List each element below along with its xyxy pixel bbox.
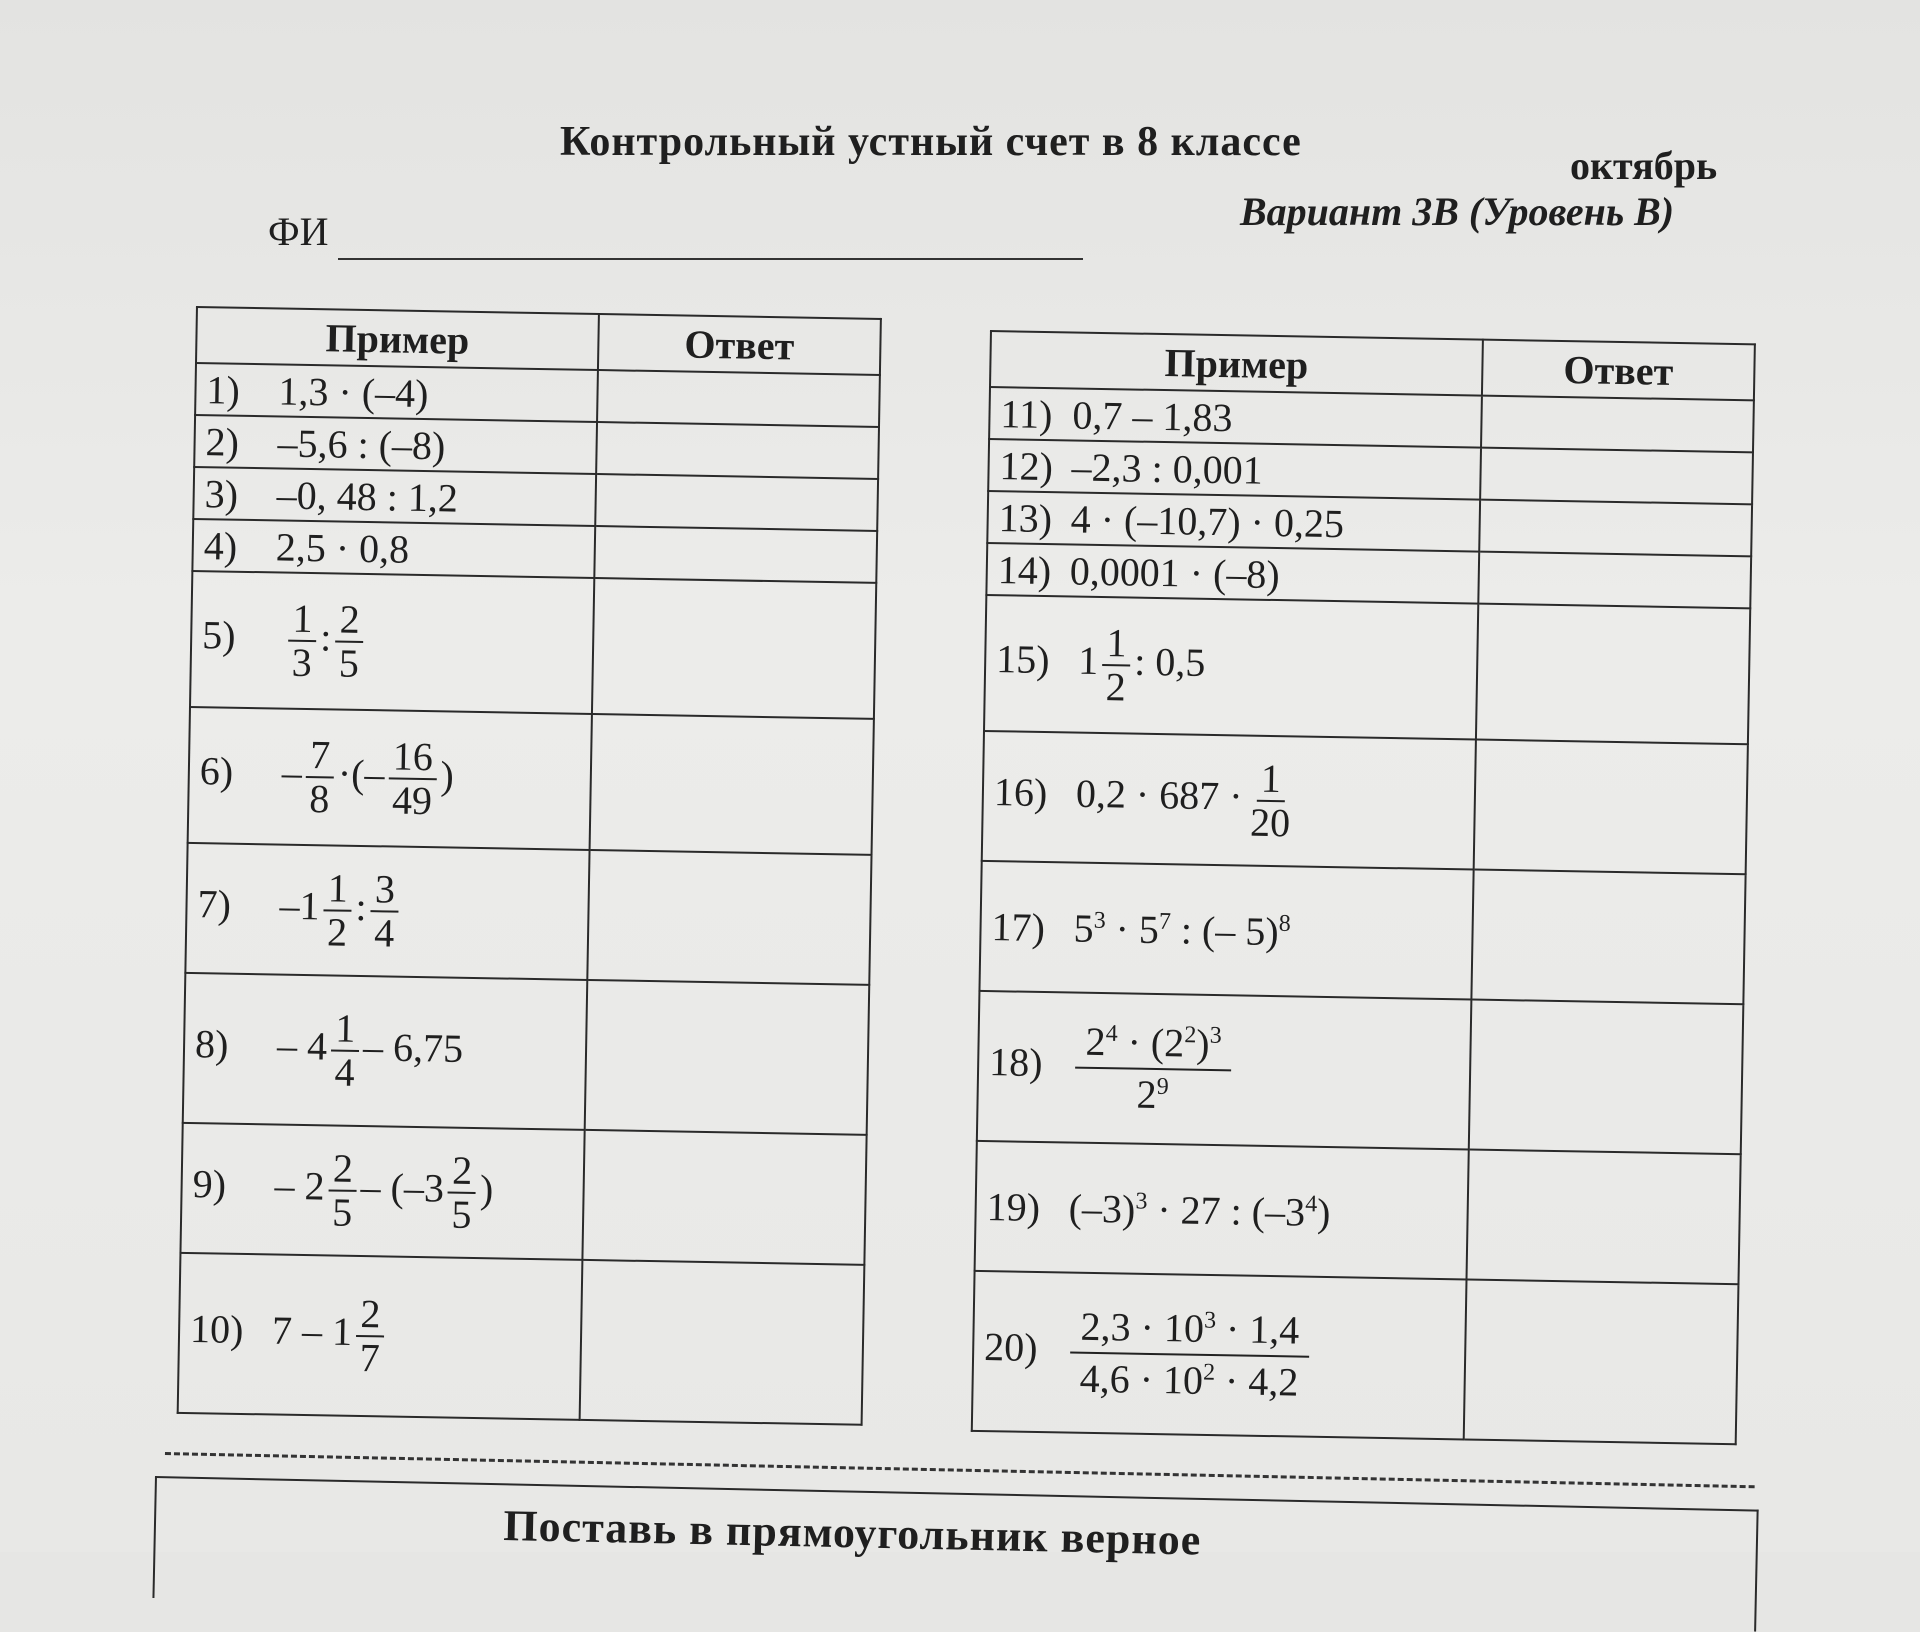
fraction [1069,1302,1309,1408]
expression-part: (–3) [1068,1185,1136,1232]
expression-part: – 4 [276,1022,328,1069]
numerator: 1 [288,598,317,642]
expression-part: – (–3 [360,1164,445,1211]
exponent: 8 [1278,910,1292,937]
task-number: 14) [997,546,1052,593]
task-expression: 0,0001 · (–8) [1069,547,1281,597]
task-number: 19) [986,1183,1041,1230]
exponent: 2 [1202,1359,1216,1386]
example-cell [972,1271,1467,1440]
task-expression: 0,7 – 1,83 [1072,391,1233,440]
answer-cell[interactable] [595,474,878,531]
task-number: 8) [194,1021,229,1067]
fraction [305,734,334,820]
task-number: 1) [206,366,241,413]
expression-part: – [281,749,303,796]
table-row [979,861,1745,1004]
name-field-line[interactable] [338,258,1083,260]
example-cell [180,1123,584,1260]
month-label: октябрь [1570,143,1718,188]
exponent: 3 [1093,907,1106,934]
denominator: 2 [1105,664,1127,710]
fraction [355,1293,384,1379]
denominator: 5 [338,640,360,686]
task-number: 17) [991,903,1046,950]
example-cell [975,1141,1469,1280]
table-row [180,1123,866,1265]
exponent: 4 [1304,1190,1318,1218]
example-cell [984,595,1478,740]
task-expression: –2,3 : 0,001 [1071,443,1264,493]
example-column-header: Пример [196,307,599,370]
example-column-header: Пример [990,331,1483,396]
answer-cell[interactable] [1469,1000,1744,1155]
exponent: 3 [1203,1307,1217,1334]
task-number: 11) [1000,390,1053,437]
numerator: 1 [323,867,352,911]
numerator [1070,1302,1310,1358]
numerator: 2 [356,1293,385,1337]
answer-cell[interactable] [580,1260,865,1425]
bottom-section-heading: Поставь в прямоугольник верное [502,1500,1202,1565]
answer-cell[interactable] [596,422,879,479]
expression-part: 4,6 · 10 [1079,1355,1204,1403]
task-number: 5) [201,612,236,658]
expression-part: : 0,5 [1133,638,1206,685]
example-cell [979,861,1473,1000]
expression-part: · (2 [1117,1019,1185,1066]
task-expression: –5,6 : (–8) [277,419,446,468]
expression-part: – 6,75 [362,1024,464,1071]
example-cell [194,415,597,474]
denominator: 20 [1249,799,1291,846]
expression-part: · 4,2 [1214,1358,1299,1405]
expression-part: · 5 [1105,905,1160,952]
answer-cell[interactable] [1476,604,1750,745]
answer-cell[interactable] [1481,396,1754,453]
table-row [984,595,1750,744]
expression-part: 2,3 · 10 [1080,1303,1205,1351]
table-row [183,973,870,1135]
table-row [190,571,876,719]
expression-part: – 2 [274,1162,326,1209]
numerator: 3 [371,868,400,912]
answer-cell[interactable] [1478,552,1751,609]
expression-part: ) [440,752,455,798]
name-field-label: ФИ [268,209,329,254]
numerator: 1 [1256,758,1285,802]
expression-part: ) [1195,1020,1210,1066]
example-cell [195,363,598,422]
expression-part: 7 – 1 [271,1307,353,1355]
example-cell [988,439,1481,500]
fraction [1101,622,1130,708]
expression-part: –1 [279,882,320,929]
denominator [1126,1070,1179,1121]
answer-cell[interactable] [1479,500,1752,557]
expression-part: 2 [1136,1071,1158,1118]
denominator: 5 [451,1191,472,1237]
task-number: 7) [197,881,232,927]
numerator: 7 [306,734,335,778]
expression-part: · 1,4 [1215,1306,1300,1353]
expression-part: · 27 : (–3 [1146,1186,1306,1235]
fraction [447,1147,476,1237]
left-task-table [177,306,882,1426]
answer-column-header: Ответ [1482,340,1755,401]
answer-cell[interactable] [594,526,877,583]
answer-cell[interactable] [1471,870,1745,1005]
fraction [328,1147,357,1233]
expression-part: ) [479,1166,494,1212]
task-expression: 1,3 · (–4) [278,367,429,416]
denominator: 2 [326,909,348,955]
fraction [335,598,364,684]
answer-cell[interactable] [1480,448,1753,505]
task-number: 15) [995,636,1050,683]
expression-part: ) [1316,1189,1331,1235]
answer-cell[interactable] [1474,740,1748,875]
table-row [982,731,1748,874]
exponent: 4 [1105,1020,1118,1048]
expression-part: 1 [1077,637,1099,684]
table-row [975,1141,1741,1284]
task-number: 13) [998,494,1053,541]
answer-cell[interactable] [1464,1279,1739,1444]
expression-part: 0,2 · 687 · [1075,770,1243,819]
denominator: 4 [373,910,395,956]
exponent: 2 [1184,1022,1197,1049]
fraction [323,867,352,953]
task-number: 12) [999,442,1054,489]
table-row [185,843,871,985]
denominator: 49 [391,777,433,824]
task-number: 18) [988,1039,1043,1086]
denominator: 8 [309,776,330,822]
fraction [330,1007,359,1093]
denominator: 7 [359,1335,381,1381]
numerator: 1 [1102,622,1131,666]
numerator [1075,1017,1232,1072]
denominator [1069,1354,1308,1408]
expression-part: : (– 5) [1170,906,1280,954]
operator: : [355,884,368,930]
denominator: 4 [334,1049,356,1095]
task-number: 4) [203,522,238,569]
exponent: 3 [1135,1187,1148,1215]
example-cell [989,387,1482,448]
operator: : [319,614,332,660]
exponent: 9 [1156,1073,1170,1100]
answer-cell[interactable] [592,578,876,719]
example-cell [192,519,595,578]
numerator: 1 [331,1007,360,1051]
numerator: 2 [335,598,364,642]
exponent: 7 [1158,908,1172,935]
example-cell [185,843,589,980]
task-number: 16) [993,769,1048,816]
table-row [178,1253,865,1425]
answer-cell[interactable] [585,980,870,1135]
table-row [972,1271,1739,1444]
task-expression: –0, 48 : 1,2 [276,471,459,521]
example-cell [977,991,1472,1150]
answer-cell[interactable] [582,1130,866,1265]
right-task-table [971,330,1756,1445]
task-number: 6) [199,748,234,794]
example-cell [982,731,1476,870]
expression-part: ·(– [337,750,385,797]
numerator: 16 [388,735,437,780]
answer-cell[interactable] [1467,1149,1741,1284]
task-number: 20) [983,1324,1038,1371]
numerator: 2 [329,1147,358,1191]
example-cell [188,707,592,850]
denominator: 5 [331,1189,353,1235]
expression-part: 2 [1085,1018,1106,1065]
answer-cell[interactable] [587,850,871,985]
task-expression: 4 · (–10,7) · 0,25 [1070,495,1345,546]
task-expression: 2,5 · 0,8 [275,523,410,572]
answer-cell[interactable] [590,714,874,855]
numerator: 2 [448,1150,477,1194]
table-row [977,991,1744,1154]
answer-column-header: Ответ [598,314,881,375]
variant-label: Вариант 3В (Уровень В) [1240,189,1675,234]
exponent: 3 [1209,1022,1222,1049]
example-cell [193,467,596,526]
table-row [188,707,874,855]
example-cell [178,1253,583,1420]
example-cell [190,571,594,714]
task-number: 9) [192,1161,227,1207]
expression-part: 5 [1073,905,1094,951]
fraction [287,595,316,686]
denominator: 3 [291,639,313,686]
fraction [388,735,437,822]
page-title: Контрольный устный счет в 8 классе [560,119,1302,165]
task-number: 10) [189,1306,244,1353]
example-cell [986,543,1479,604]
fraction [370,868,399,954]
answer-cell[interactable] [597,370,880,427]
task-number: 3) [204,470,239,517]
example-cell [987,491,1480,552]
task-number: 2) [205,418,240,465]
example-cell [183,973,588,1130]
fraction [1246,755,1295,846]
fraction [1074,1017,1232,1122]
